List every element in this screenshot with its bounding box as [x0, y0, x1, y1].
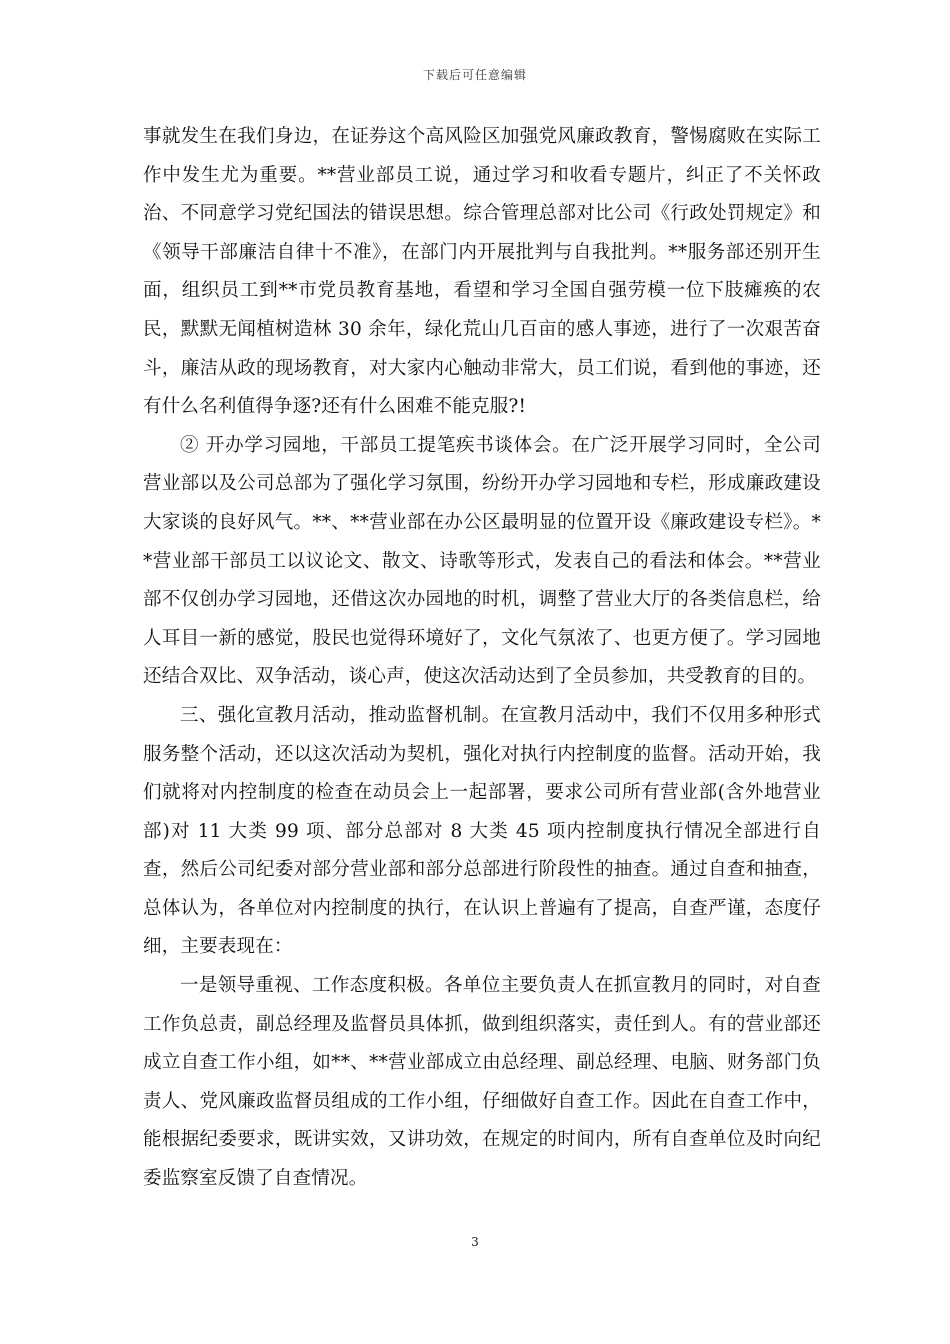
paragraph-1: 事就发生在我们身边，在证券这个高风险区加强党风廉政教育，警惕腐败在实际工作中发生尤为重要。**营业部员工说，通过学习和收看专题片，纠正了不关怀政治、不同意学习党纪国法的错误思想。综合管理总部对比公司《行政处罚规定》和《领导干部廉洁自律十不准》，在部门内开展批判与自我批判。**服务部还别开生面，组织员工到**市党员教育基地，看望和学习全国自强劳模一位下肢瘫痪的农民，默默无闻植树造林 30 余年，绿化荒山几百亩的感人事迹，进行了一次艰苦奋斗，廉洁从政的现场教育，对大家内心触动非常大，员工们说，看到他的事迹，还有什么名利值得争逐?还有什么困难不能克服?! — [143, 126, 821, 418]
paragraph-4: 一是领导重视、工作态度积极。各单位主要负责人在抓宣教月的同时，对自查工作负总责，副总经理及监督员具体抓，做到组织落实，责任到人。有的营业部还成立自查工作小组，如**、**营业部成立由总经理、副总经理、电脑、财务部门负责人、党风廉政监督员组成的工作小组，仔细做好自查工作。因此在自查工作中，能根据纪委要求，既讲实效，又讲功效，在规定的时间内，所有自查单位及时向纪委监察室反馈了自查情况。 — [143, 975, 821, 1190]
page-header: 下载后可任意编辑 — [422, 68, 527, 82]
paragraph-2: ② 开办学习园地，干部员工提笔疾书谈体会。在广泛开展学习同时，全公司营业部以及公司总部为了强化学习氛围，纷纷开办学习园地和专栏，形成廉政建设大家谈的良好风气。**、**营业部在办公区最明显的位置开设《廉政建设专栏》。**营业部干部员工以议论文、散文、诗歌等形式，发表自己的看法和体会。**营业部不仅创办学习园地，还借这次办园地的时机，调整了营业大厅的各类信息栏，给人耳目一新的感觉，股民也觉得环境好了，文化气氛浓了、也更方便了。学习园地还结合双比、双争活动，谈心声，使这次活动达到了全员参加，共受教育的目的。 — [143, 434, 821, 688]
paragraph-3: 三、强化宣教月活动，推动监督机制。在宣教月活动中，我们不仅用多种形式服务整个活动，还以这次活动为契机，强化对执行内控制度的监督。活动开始，我们就将对内控制度的检查在动员会上一起部署，要求公司所有营业部(含外地营业部)对 11 大类 99 项、部分总部对 8 大类 45 项内控制度执行情况全部进行自查，然后公司纪委对部分营业部和部分总部进行阶段性的抽查。通过自查和抽查，总体认为，各单位对内控制度的执行，在认识上普遍有了提高，自查严谨，态度仔细，主要表现在： — [143, 704, 821, 958]
page-number: 3 — [471, 1235, 479, 1249]
document-body — [143, 118, 821, 1199]
